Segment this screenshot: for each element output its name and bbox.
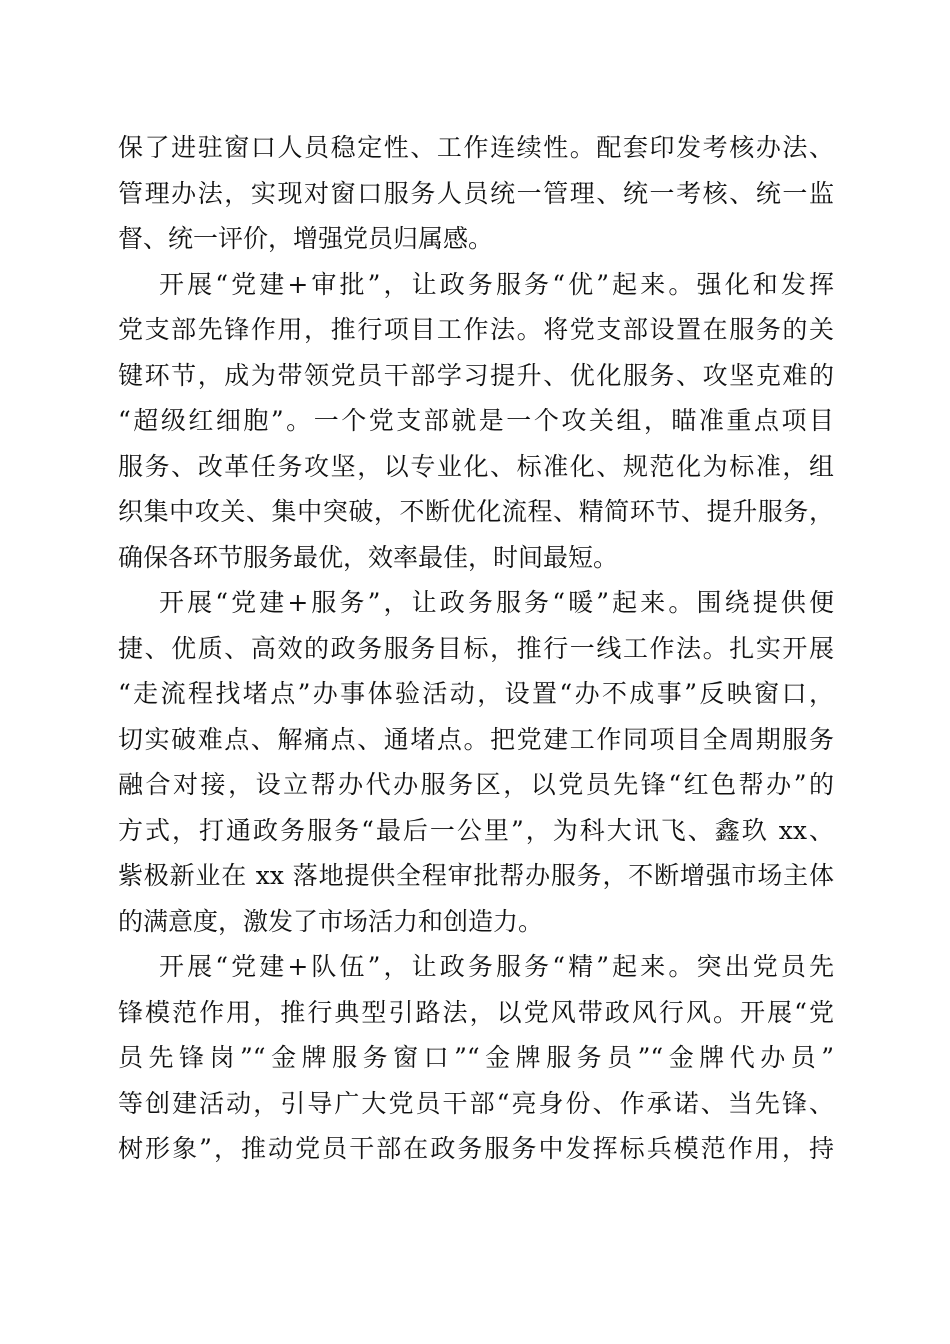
- text-line: 树形象”，推动党员干部在政务服务中发挥标兵模范作用，持: [118, 1134, 834, 1163]
- document-body: [118, 125, 834, 1172]
- text-line: 紫极新业在 xx 落地提供全程审批帮办服务，不断增强市场主体: [118, 861, 834, 890]
- text-line: 的满意度，激发了市场活力和创造力。: [118, 906, 544, 936]
- text-line: 锋模范作用，推行典型引路法，以党风带政风行风。开展“党: [118, 997, 834, 1027]
- paragraph-first-line: 开展“党建+审批”，让政务服务“优”起来。强化和发挥: [159, 269, 834, 299]
- text-line: 键环节，成为带领党员干部学习提升、优化服务、攻坚克难的: [118, 360, 834, 390]
- text-line: 督、统一评价，增强党员归属感。: [118, 224, 494, 253]
- text-line: 员先锋岗”“金牌服务窗口”“金牌服务员”“金牌代办员”: [118, 1043, 834, 1072]
- text-line: 管理办法，实现对窗口服务人员统一管理、统一考核、统一监: [118, 178, 834, 208]
- paragraph-first-line: 开展“党建+服务”，让政务服务“暖”起来。围绕提供便: [159, 588, 834, 617]
- text-line: 捷、优质、高效的政务服务目标，推行一线工作法。扎实开展: [118, 633, 834, 663]
- text-line: 方式，打通政务服务“最后一公里”，为科大讯飞、鑫玖 xx、: [118, 815, 834, 845]
- text-line: 融合对接，设立帮办代办服务区，以党员先锋“红色帮办”的: [118, 770, 834, 799]
- paragraph-first-line: 开展“党建+队伍”，让政务服务“精”起来。突出党员先: [159, 952, 834, 981]
- text-line: 保了进驻窗口人员稳定性、工作连续性。配套印发考核办法、: [118, 133, 834, 162]
- text-line: 切实破难点、解痛点、通堵点。把党建工作同项目全周期服务: [118, 724, 834, 754]
- text-line: 服务、改革任务攻坚，以专业化、标准化、规范化为标准，组: [118, 451, 834, 481]
- text-line: 织集中攻关、集中突破，不断优化流程、精简环节、提升服务，: [118, 497, 834, 526]
- text-line: 确保各环节服务最优，效率最佳，时间最短。: [118, 542, 619, 572]
- text-line: 党支部先锋作用，推行项目工作法。将党支部设置在服务的关: [118, 315, 834, 344]
- text-line: “走流程找堵点”办事体验活动，设置“办不成事”反映窗口，: [118, 679, 834, 708]
- text-line: 等创建活动，引导广大党员干部“亮身份、作承诺、当先锋、: [118, 1088, 834, 1118]
- text-line: “超级红细胞”。一个党支部就是一个攻关组，瞄准重点项目: [118, 406, 834, 435]
